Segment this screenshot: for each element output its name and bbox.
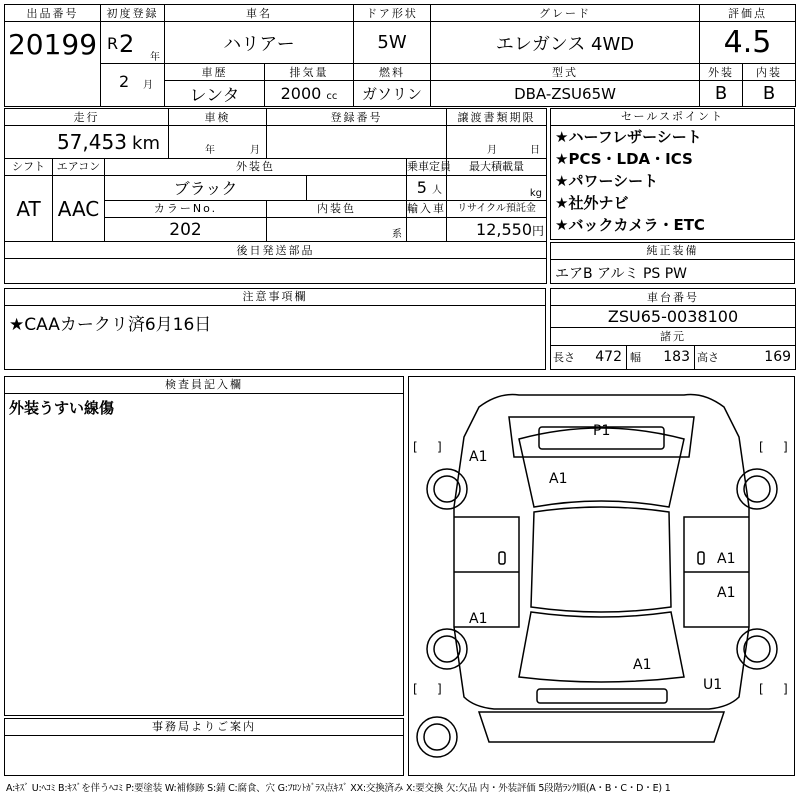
history-label: 車歴 <box>165 64 265 81</box>
int-color-cell <box>267 217 407 241</box>
door-label: ドア形状 <box>354 5 431 22</box>
mark-rear-bumper: U1 <box>703 677 723 693</box>
recycle: 12,550 <box>476 220 533 239</box>
shift-label: シフト <box>5 158 53 175</box>
transfer-label: 譲渡書類期限 <box>447 109 547 126</box>
notes-box <box>4 288 546 370</box>
reg-no-cell <box>267 126 447 159</box>
insp-year-unit: 年 <box>205 144 215 156</box>
recycle-cell <box>447 217 547 241</box>
grade-label: グレード <box>431 5 700 22</box>
svg-text:[: [ <box>759 440 764 454</box>
underbody <box>479 712 724 742</box>
lot-number: 20199 <box>7 28 98 61</box>
first-reg-year-cell <box>101 22 165 64</box>
mark-front-left: A1 <box>469 449 488 465</box>
door-type: 5W <box>354 22 431 64</box>
mark-left-rear: A1 <box>469 611 488 627</box>
insp-month-unit: 月 <box>250 144 260 156</box>
transfer-cell <box>447 126 547 159</box>
dims-label: 諸元 <box>551 328 796 345</box>
capacity: 5 <box>416 178 427 198</box>
score-label: 評価点 <box>700 5 796 22</box>
svg-text:[: [ <box>413 440 418 454</box>
wheel-front-left <box>427 469 467 509</box>
mark-hood: A1 <box>549 471 568 487</box>
spare-tire <box>417 717 457 757</box>
mileage: 57,453 <box>56 130 127 155</box>
fuel-label: 燃料 <box>354 64 431 81</box>
car-name: ハリアー <box>165 22 354 64</box>
legend: A:ｷｽﾞ U:ﾍｺﾐ B:ｷｽﾞを伴うﾍｺﾐ P:要塗装 W:補修跡 S:錆 C:腐食、穴 G:ﾌﾛﾝﾄｶﾞﾗｽ点ｷｽﾞ XX:交換済み X:要交換 欠:欠品 内・外装評価 5段階ﾗﾝｸ順(A・B・C・D・E) 1 <box>6 783 671 794</box>
mileage-cell <box>5 126 169 159</box>
color-label: 外装色 <box>105 158 407 175</box>
wheel-rear-right <box>737 629 777 669</box>
width-label: 幅 <box>630 351 641 365</box>
header-table <box>4 4 796 107</box>
color-no-label: カラーNo. <box>105 200 267 217</box>
model: DBA-ZSU65W <box>431 81 700 107</box>
inspector-label: 検査員記入欄 <box>5 377 403 394</box>
length: 472 <box>595 349 622 366</box>
year-unit: 年 <box>150 52 160 63</box>
inspection-label: 車検 <box>169 109 267 126</box>
mileage-unit: km <box>132 133 160 155</box>
mark-front-bumper: P1 <box>593 423 611 439</box>
reg-year: 2 <box>119 30 135 58</box>
displacement-cell <box>265 81 354 107</box>
svg-text:[: [ <box>759 682 764 696</box>
svg-text:]: ] <box>783 440 788 454</box>
office-box <box>4 718 404 776</box>
capacity-unit: 人 <box>432 185 443 197</box>
load-label: 最大積載量 <box>447 158 547 175</box>
height-cell <box>695 345 796 369</box>
mileage-label: 走行 <box>5 109 169 126</box>
office-label: 事務局よりご案内 <box>5 719 403 736</box>
height-label: 高さ <box>697 351 719 365</box>
lot-label: 出品番号 <box>5 5 101 22</box>
rear-bumper <box>537 689 667 703</box>
recycle-unit: 円 <box>532 224 545 238</box>
score: 4.5 <box>700 22 796 64</box>
sales-point-2: ★PCS・LDA・ICS <box>555 150 693 168</box>
lot-cell <box>5 22 101 107</box>
width-cell <box>627 345 695 369</box>
equipment-label: 純正装備 <box>551 243 794 260</box>
sales-points-label: セールスポイント <box>551 109 794 126</box>
height: 169 <box>764 349 792 366</box>
rear-window <box>519 612 684 682</box>
svg-text:]: ] <box>437 682 442 696</box>
mark-rear-window: A1 <box>633 657 652 673</box>
svg-text:]: ] <box>437 440 442 454</box>
length-label: 長さ <box>553 351 575 365</box>
era: R <box>107 34 119 53</box>
load-unit: kg <box>529 187 543 199</box>
month-unit: 月 <box>143 80 153 91</box>
sales-point-4: ★社外ナビ <box>555 194 629 212</box>
color-no: 202 <box>105 217 267 241</box>
sales-points-box <box>550 108 795 240</box>
length-cell <box>551 345 627 369</box>
interior-label: 内装 <box>743 64 796 81</box>
interior-grade: B <box>743 81 796 107</box>
body-outline <box>454 395 749 710</box>
history: レンタ <box>165 81 265 107</box>
first-reg-label: 初度登録 <box>101 5 165 22</box>
shift: AT <box>5 176 53 242</box>
model-label: 型式 <box>431 64 700 81</box>
color: ブラック <box>105 176 307 200</box>
fuel: ガソリン <box>354 81 431 107</box>
equipment-box <box>550 242 795 284</box>
exterior-grade: B <box>700 81 743 107</box>
inspector-box <box>4 376 404 716</box>
sales-point-3: ★パワーシート <box>555 172 659 190</box>
grade: エレガンス 4WD <box>431 22 700 64</box>
displacement-unit: cc <box>326 91 338 102</box>
width: 183 <box>663 349 690 366</box>
later-parts-cell <box>5 259 547 284</box>
first-reg-month-cell <box>101 64 165 107</box>
import-label: 輸入車 <box>407 200 447 217</box>
chassis-number: ZSU65-0038100 <box>551 306 796 328</box>
reg-month: 2 <box>119 72 130 91</box>
roof <box>531 507 671 612</box>
transfer-month-unit: 月 <box>487 144 498 156</box>
chassis-table <box>550 288 796 370</box>
color-extra-cell <box>307 176 407 200</box>
later-parts-label: 後日発送部品 <box>5 242 547 259</box>
load-cell <box>447 176 547 200</box>
capacity-label: 乗車定員 <box>407 158 447 175</box>
recycle-label: リサイクル預託金 <box>447 200 547 217</box>
int-color-unit: 系 <box>392 229 402 241</box>
displacement: 2000 <box>280 84 322 103</box>
exterior-label: 外装 <box>700 64 743 81</box>
car-diagram-box <box>408 376 795 776</box>
svg-text:]: ] <box>783 682 788 696</box>
ac-label: エアコン <box>53 158 105 175</box>
car-name-label: 車名 <box>165 5 354 22</box>
displacement-label: 排気量 <box>265 64 354 81</box>
reg-no-label: 登録番号 <box>267 109 447 126</box>
wheel-front-right <box>737 469 777 509</box>
int-color-label: 内装色 <box>267 200 407 217</box>
transfer-day-unit: 日 <box>530 144 541 156</box>
notes-value: ★CAAカークリ済6月16日 <box>9 315 212 335</box>
notes-label: 注意事項欄 <box>5 289 545 306</box>
mark-right-front-door: A1 <box>717 551 736 567</box>
windshield <box>519 428 684 507</box>
wheel-rear-left <box>427 629 467 669</box>
import-cell <box>407 217 447 241</box>
capacity-cell <box>407 176 447 200</box>
chassis-label: 車台番号 <box>551 289 796 306</box>
inspection-cell <box>169 126 267 159</box>
ac: AAC <box>53 176 105 242</box>
sales-point-1: ★ハーフレザーシート <box>555 128 702 146</box>
details-table <box>4 108 547 284</box>
inspector-value: 外装うすい線傷 <box>9 399 115 417</box>
sales-point-5: ★バックカメラ・ETC <box>555 216 705 234</box>
mark-right-rear-door: A1 <box>717 585 736 601</box>
equipment-value: エアB アルミ PS PW <box>555 266 688 282</box>
svg-text:[: [ <box>413 682 418 696</box>
